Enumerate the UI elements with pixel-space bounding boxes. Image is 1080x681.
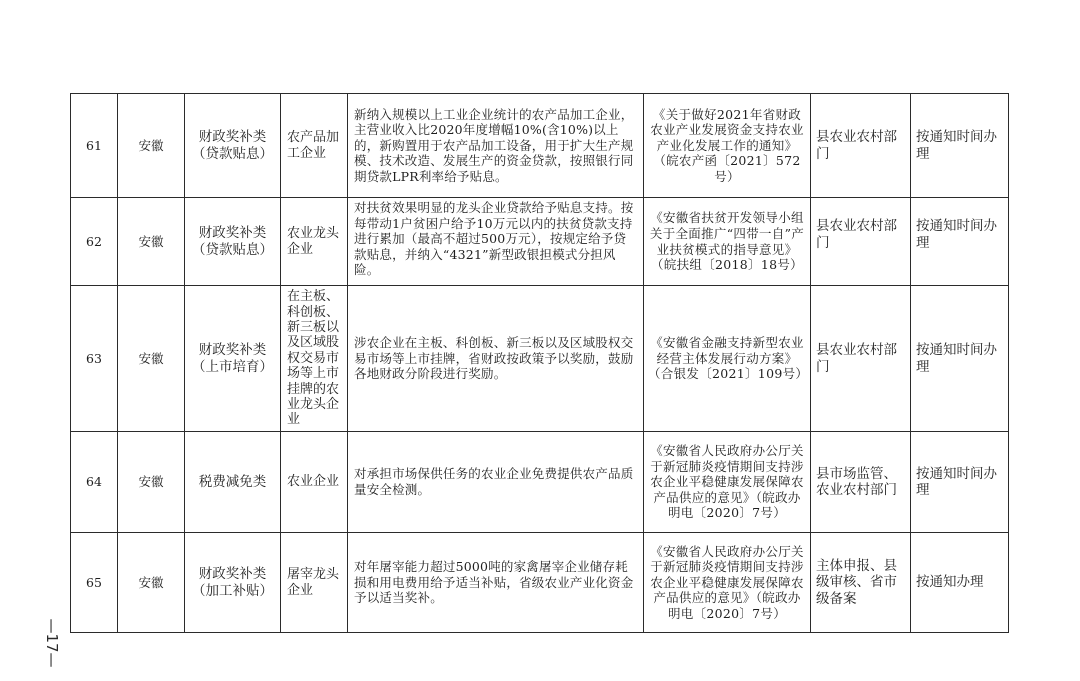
table-row [71, 198, 1009, 286]
department-cell [811, 198, 911, 286]
policy-cell: 《安徽省人民政府办公厅关于新冠肺炎疫情期间支持涉农企业平稳健康发展保障农产品供应的意见》（皖政办明电〔2020〕7号） [644, 533, 811, 633]
row-number: 61 [71, 94, 118, 198]
time-cell [911, 198, 1009, 286]
policy-table [70, 93, 1009, 633]
time-text: 按通知办理 [916, 574, 984, 591]
province-cell: 安徽 [118, 198, 185, 286]
target-cell: 农产品加工企业 [281, 94, 348, 198]
category-cell: 财政奖补类（上市培育） [185, 286, 281, 432]
table-row [71, 533, 1009, 633]
province-cell: 安徽 [118, 94, 185, 198]
department-cell [811, 94, 911, 198]
category-cell: 财政奖补类（贷款贴息） [185, 94, 281, 198]
time-cell [911, 286, 1009, 432]
target-cell: 在主板、科创板、新三板以及区域股权交易市场等上市挂牌的农业龙头企业 [281, 286, 348, 432]
department-cell [811, 432, 911, 533]
policy-cell: 《安徽省金融支持新型农业经营主体发展行动方案》（合银发〔2021〕109号） [644, 286, 811, 432]
time-text: 按通知时间办理 [916, 218, 997, 251]
page-number: —17— [43, 618, 61, 668]
policy-cell: 《安徽省人民政府办公厅关于新冠肺炎疫情期间支持涉农企业平稳健康发展保障农产品供应的意见》（皖政办明电〔2020〕7号） [644, 432, 811, 533]
department-cell [811, 286, 911, 432]
content-cell: 对年屠宰能力超过5000吨的家禽屠宰企业储存耗损和用电费用给予适当补贴，省级农业产业化资金予以适当奖补。 [348, 533, 644, 633]
department-text: 主体申报、县级审核、省市级备案 [816, 557, 897, 607]
row-number: 63 [71, 286, 118, 432]
time-text: 按通知时间办理 [916, 342, 997, 375]
policy-cell: 《关于做好2021年省财政农业产业发展资金支持农业产业化发展工作的通知》（皖农产函〔2021〕572号） [644, 94, 811, 198]
department-text: 县农业农村部门 [816, 129, 897, 162]
table-row [71, 94, 1009, 198]
time-cell [911, 432, 1009, 533]
category-cell: 税费减免类 [185, 432, 281, 533]
row-number: 62 [71, 198, 118, 286]
province-cell: 安徽 [118, 432, 185, 533]
content-cell: 对扶贫效果明显的龙头企业贷款给予贴息支持。按每带动1户贫困户给予10万元以内的扶贫贷款支持进行累加（最高不超过500万元），按规定给予贷款贴息，并纳入“4321”新型政银担模式分担风险。 [348, 198, 644, 286]
time-cell [911, 533, 1009, 633]
category-cell: 财政奖补类（贷款贴息） [185, 198, 281, 286]
department-text: 县农业农村部门 [816, 218, 897, 251]
department-text: 县农业农村部门 [816, 342, 897, 375]
table-row [71, 432, 1009, 533]
policy-cell: 《安徽省扶贫开发领导小组关于全面推广“四带一自”产业扶贫模式的指导意见》（皖扶组〔2018〕18号） [644, 198, 811, 286]
time-text: 按通知时间办理 [916, 129, 997, 162]
row-number: 64 [71, 432, 118, 533]
target-cell: 屠宰龙头企业 [281, 533, 348, 633]
department-cell [811, 533, 911, 633]
time-cell [911, 94, 1009, 198]
province-cell: 安徽 [118, 286, 185, 432]
content-cell: 涉农企业在主板、科创板、新三板以及区域股权交易市场等上市挂牌，省财政按政策予以奖励，鼓励各地财政分阶段进行奖励。 [348, 286, 644, 432]
department-text: 县市场监管、农业农村部门 [816, 465, 897, 498]
content-cell: 对承担市场保供任务的农业企业免费提供农产品质量安全检测。 [348, 432, 644, 533]
target-cell: 农业企业 [281, 432, 348, 533]
category-cell: 财政奖补类（加工补贴） [185, 533, 281, 633]
content-cell: 新纳入规模以上工业企业统计的农产品加工企业，主营业收入比2020年度增幅10%(含10%)以上的，新购置用于农产品加工设备，用于扩大生产规模、技术改造、发展生产的资金贷款，按照银行同期贷款LPR利率给予贴息。 [348, 94, 644, 198]
table-row [71, 286, 1009, 432]
row-number: 65 [71, 533, 118, 633]
time-text: 按通知时间办理 [916, 465, 997, 498]
province-cell: 安徽 [118, 533, 185, 633]
target-cell: 农业龙头企业 [281, 198, 348, 286]
